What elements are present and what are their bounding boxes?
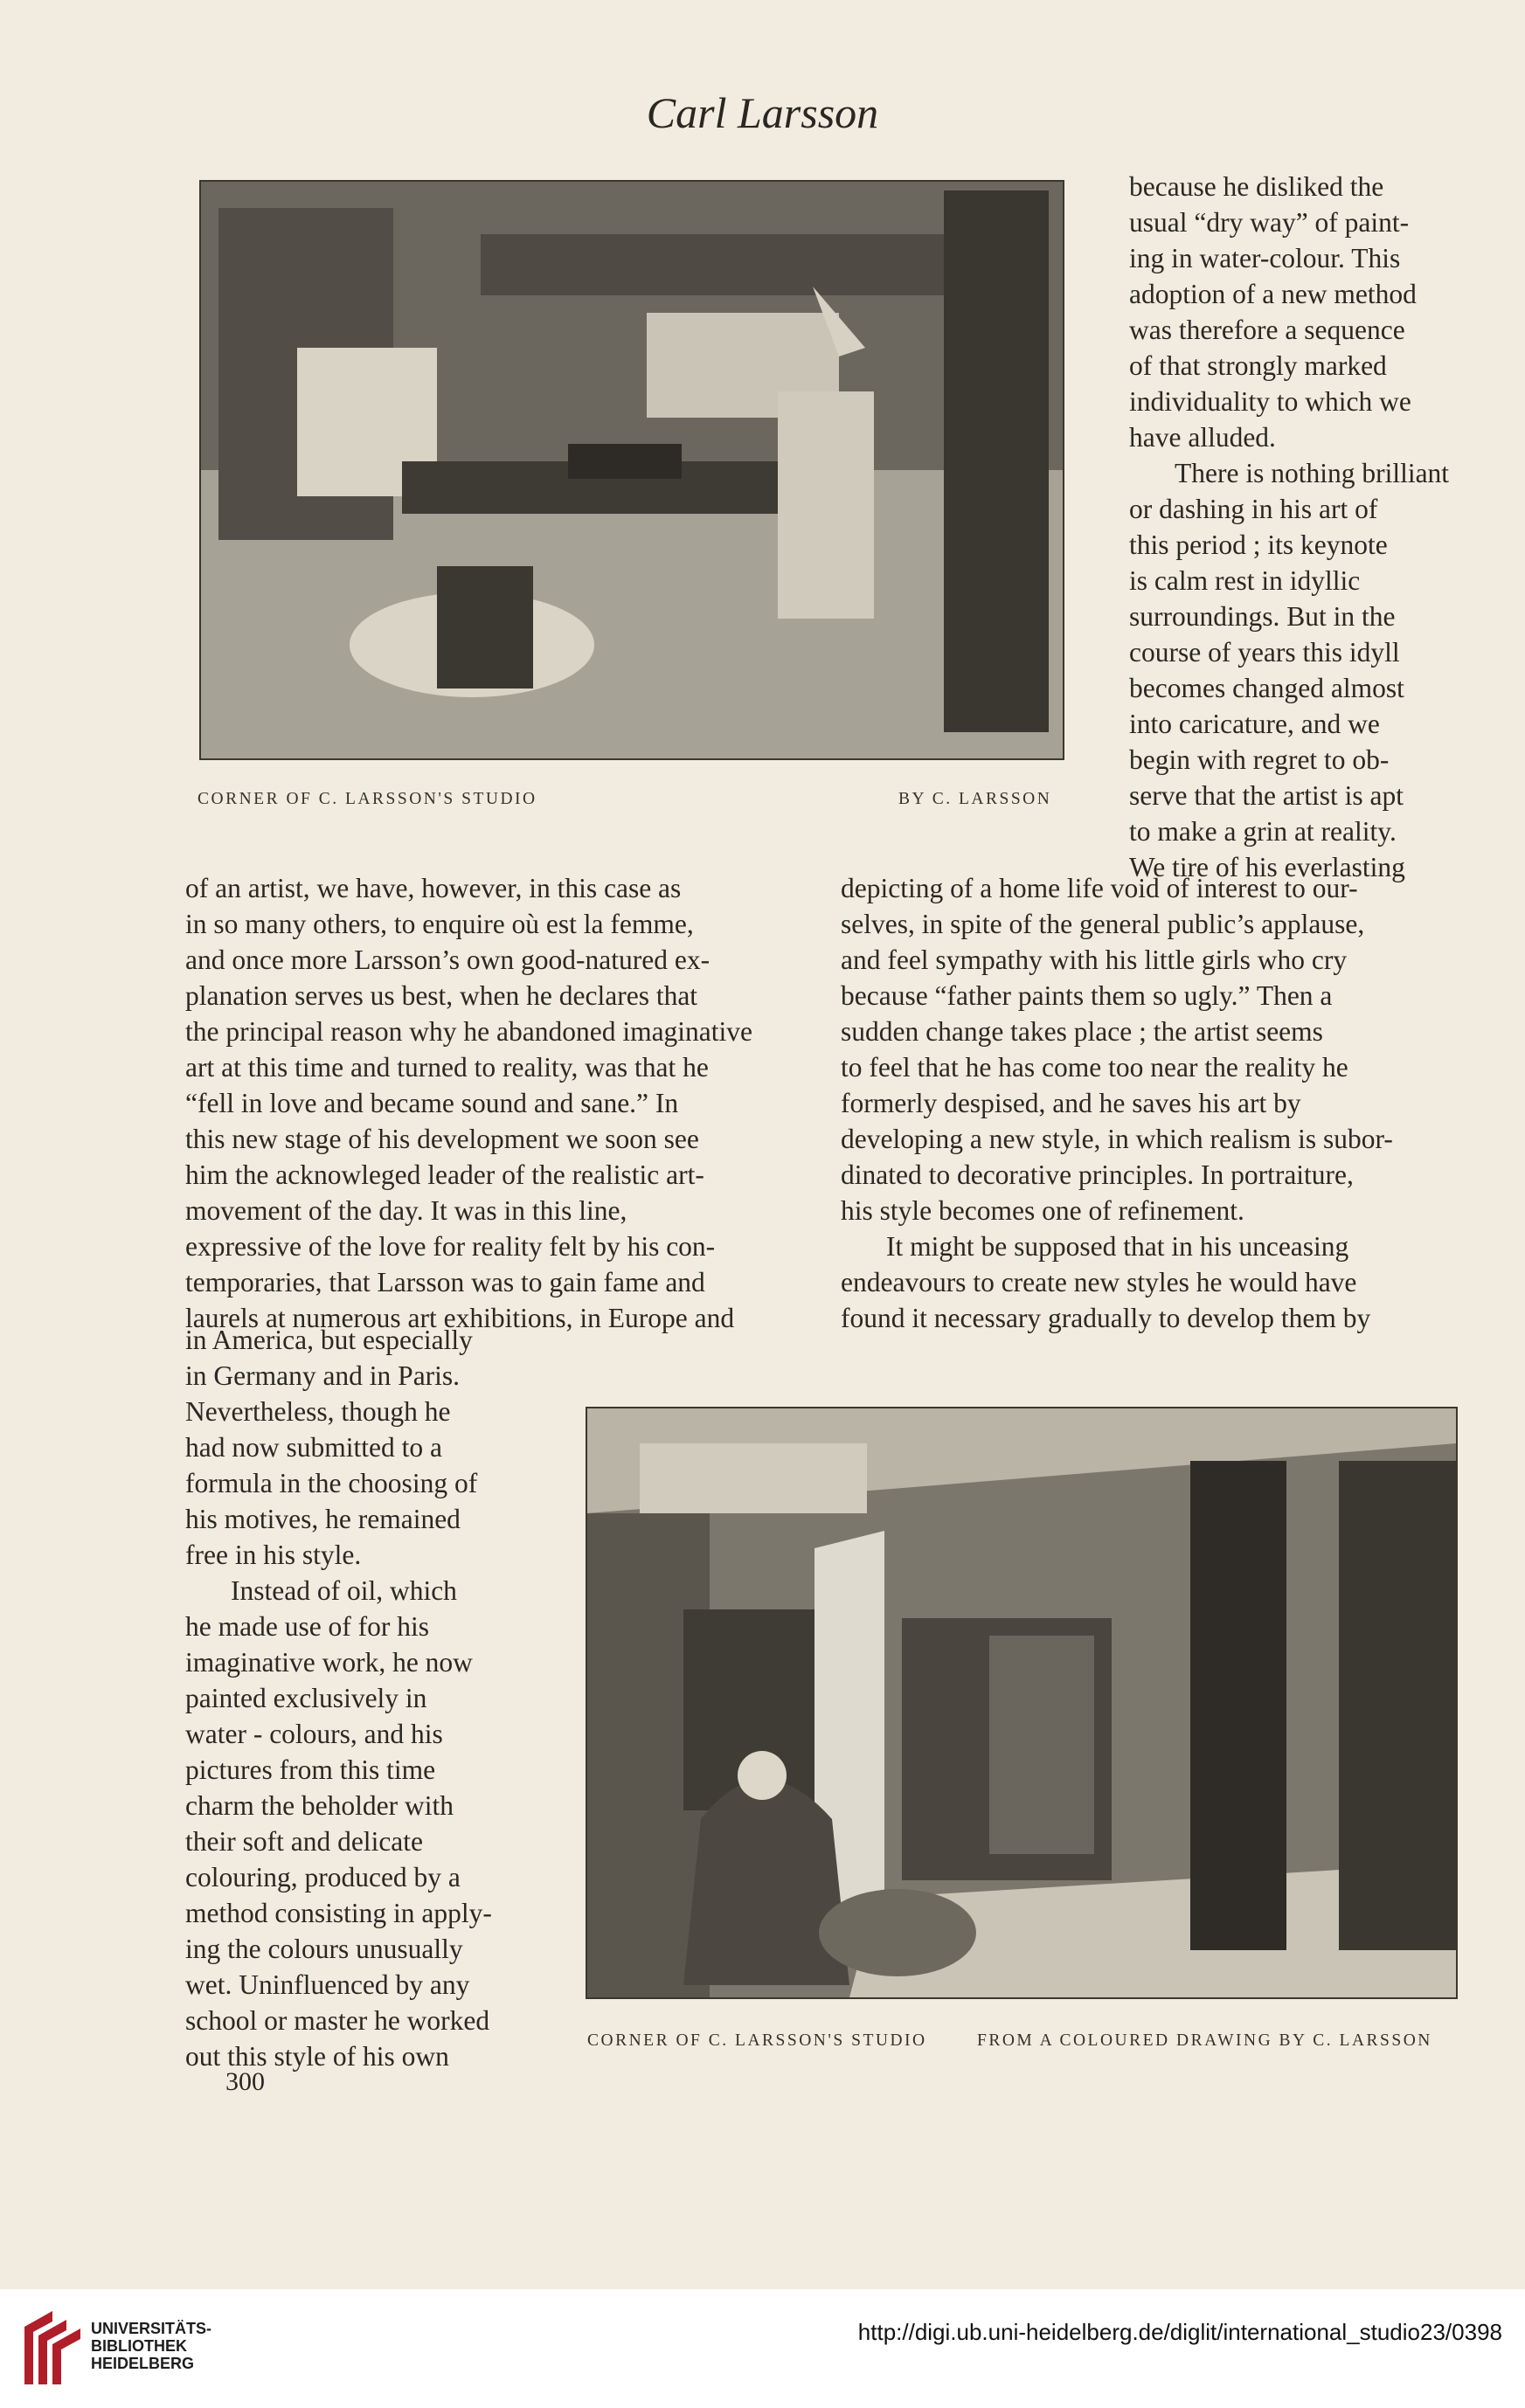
- text-line: Nevertheless, though he: [185, 1396, 451, 1427]
- text-line: dinated to decorative principles. In portraiture,: [841, 1159, 1354, 1190]
- text-line: their soft and delicate: [185, 1826, 424, 1857]
- text-line: in America, but especially: [185, 1325, 473, 1355]
- text-line: begin with regret to ob-: [1129, 744, 1390, 775]
- text-line: method consisting in apply-: [185, 1898, 492, 1928]
- text-line: We tire of his everlasting: [1129, 852, 1405, 882]
- text-line: sudden change takes place ; the artist seems: [841, 1016, 1323, 1047]
- library-name-line: HEIDELBERG: [91, 2355, 195, 2372]
- footer-bar: [0, 2289, 1525, 2408]
- text-line: have alluded.: [1129, 422, 1276, 453]
- text-line: the principal reason why he abandoned imaginative: [185, 1016, 753, 1047]
- text-line: ing the colours unusually: [185, 1934, 463, 1964]
- text-line: It might be supposed that in his unceasing: [886, 1231, 1349, 1262]
- text-line: ing in water-colour. This: [1129, 243, 1401, 273]
- text-line: pictures from this time: [185, 1754, 436, 1785]
- text-column-left-bottom: [185, 1322, 521, 2074]
- studio-illustration-1: [201, 182, 1063, 758]
- text-column-left-middle: [185, 870, 804, 1336]
- library-name-line: BIBLIOTHEK: [91, 2337, 187, 2355]
- text-line: or dashing in his art of: [1129, 494, 1378, 524]
- text-line: serve that the artist is apt: [1129, 780, 1404, 811]
- text-line: course of years this idyll: [1129, 637, 1400, 668]
- studio-plate-2: [586, 1407, 1458, 1999]
- text-line: of that strongly marked: [1129, 350, 1387, 381]
- text-line: his style becomes one of refinement.: [841, 1195, 1244, 1226]
- text-line: adoption of a new method: [1129, 279, 1417, 309]
- text-line: depicting of a home life void of interest to our-: [841, 873, 1358, 903]
- text-line: becomes changed almost: [1129, 673, 1404, 703]
- text-line: painted exclusively in: [185, 1683, 427, 1713]
- studio-plate-1: [199, 180, 1064, 760]
- studio-illustration-2: [587, 1408, 1456, 1997]
- text-line: formerly despised, and he saves his art by: [841, 1088, 1301, 1118]
- text-line: individuality to which we: [1129, 386, 1411, 417]
- text-line: charm the beholder with: [185, 1790, 454, 1821]
- text-line: selves, in spite of the general public’s applause,: [841, 909, 1365, 939]
- text-line: him the acknowleged leader of the realistic art-: [185, 1159, 704, 1190]
- text-line: developing a new style, in which realism is subor-: [841, 1124, 1393, 1154]
- text-line: school or master he worked: [185, 2005, 490, 2036]
- text-line: laurels at numerous art exhibitions, in Europe and: [185, 1303, 735, 1333]
- text-line: to make a grin at reality.: [1129, 816, 1397, 847]
- text-line: in Germany and in Paris.: [185, 1360, 461, 1391]
- text-line: free in his style.: [185, 1540, 362, 1570]
- text-line: because he disliked the: [1129, 171, 1384, 202]
- text-line: is calm rest in idyllic: [1129, 565, 1361, 596]
- library-name-line: UNIVERSITÄTS-: [91, 2320, 212, 2337]
- text-line: surroundings. But in the: [1129, 601, 1396, 632]
- text-line: art at this time and turned to reality, was that he: [185, 1052, 709, 1083]
- plate-2-caption-right: FROM A COLOURED DRAWING BY C. LARSSON: [977, 2031, 1432, 2050]
- text-line: in so many others, to enquire où est la femme,: [185, 909, 694, 939]
- text-line: colouring, produced by a: [185, 1862, 461, 1892]
- text-line: into caricature, and we: [1129, 709, 1380, 739]
- text-line: usual “dry way” of paint-: [1129, 207, 1410, 238]
- text-line: this new stage of his development we soon see: [185, 1124, 699, 1154]
- plate-1-caption-left: CORNER OF C. LARSSON'S STUDIO: [198, 790, 537, 808]
- source-url-link[interactable]: http://digi.ub.uni-heidelberg.de/diglit/international_studio23/0398: [857, 2319, 1502, 2345]
- text-column-right-middle: [841, 870, 1454, 1336]
- page-number: 300: [225, 2067, 265, 2096]
- plate-1-caption-right: BY C. LARSSON: [898, 790, 1052, 808]
- text-line: formula in the choosing of: [185, 1468, 478, 1498]
- text-line: he made use of for his: [185, 1611, 430, 1642]
- plate-2-caption-left: CORNER OF C. LARSSON'S STUDIO: [587, 2031, 927, 2050]
- text-line: had now submitted to a: [185, 1432, 442, 1463]
- text-line: Instead of oil, which: [231, 1575, 457, 1606]
- text-line: movement of the day. It was in this line,: [185, 1195, 627, 1226]
- text-line: this period ; its keynote: [1129, 529, 1388, 560]
- text-line: because “father paints them so ugly.” Then a: [841, 980, 1333, 1011]
- text-line: wet. Uninfluenced by any: [185, 1969, 470, 2000]
- running-title: Carl Larsson: [646, 88, 879, 137]
- text-line: There is nothing brilliant: [1175, 458, 1450, 488]
- text-line: planation serves us best, when he declares that: [185, 980, 698, 1011]
- text-line: to feel that he has come too near the reality he: [841, 1052, 1348, 1083]
- text-line: imaginative work, he now: [185, 1647, 473, 1678]
- text-column-right-top: [1129, 169, 1453, 885]
- text-line: out this style of his own: [185, 2041, 449, 2072]
- text-line: found it necessary gradually to develop them by: [841, 1303, 1371, 1333]
- text-line: of an artist, we have, however, in this case as: [185, 873, 682, 903]
- text-line: “fell in love and became sound and sane.” In: [185, 1088, 679, 1118]
- library-logo-icon: [17, 2309, 84, 2388]
- text-line: expressive of the love for reality felt by his con-: [185, 1231, 716, 1262]
- text-line: water - colours, and his: [185, 1719, 443, 1749]
- text-line: his motives, he remained: [185, 1504, 461, 1534]
- text-line: and feel sympathy with his little girls who cry: [841, 945, 1348, 975]
- text-line: was therefore a sequence: [1129, 315, 1405, 345]
- text-line: temporaries, that Larsson was to gain fame and: [185, 1267, 705, 1297]
- text-line: endeavours to create new styles he would have: [841, 1267, 1357, 1297]
- library-name: [91, 2320, 211, 2372]
- text-line: and once more Larsson’s own good-natured ex-: [185, 945, 711, 975]
